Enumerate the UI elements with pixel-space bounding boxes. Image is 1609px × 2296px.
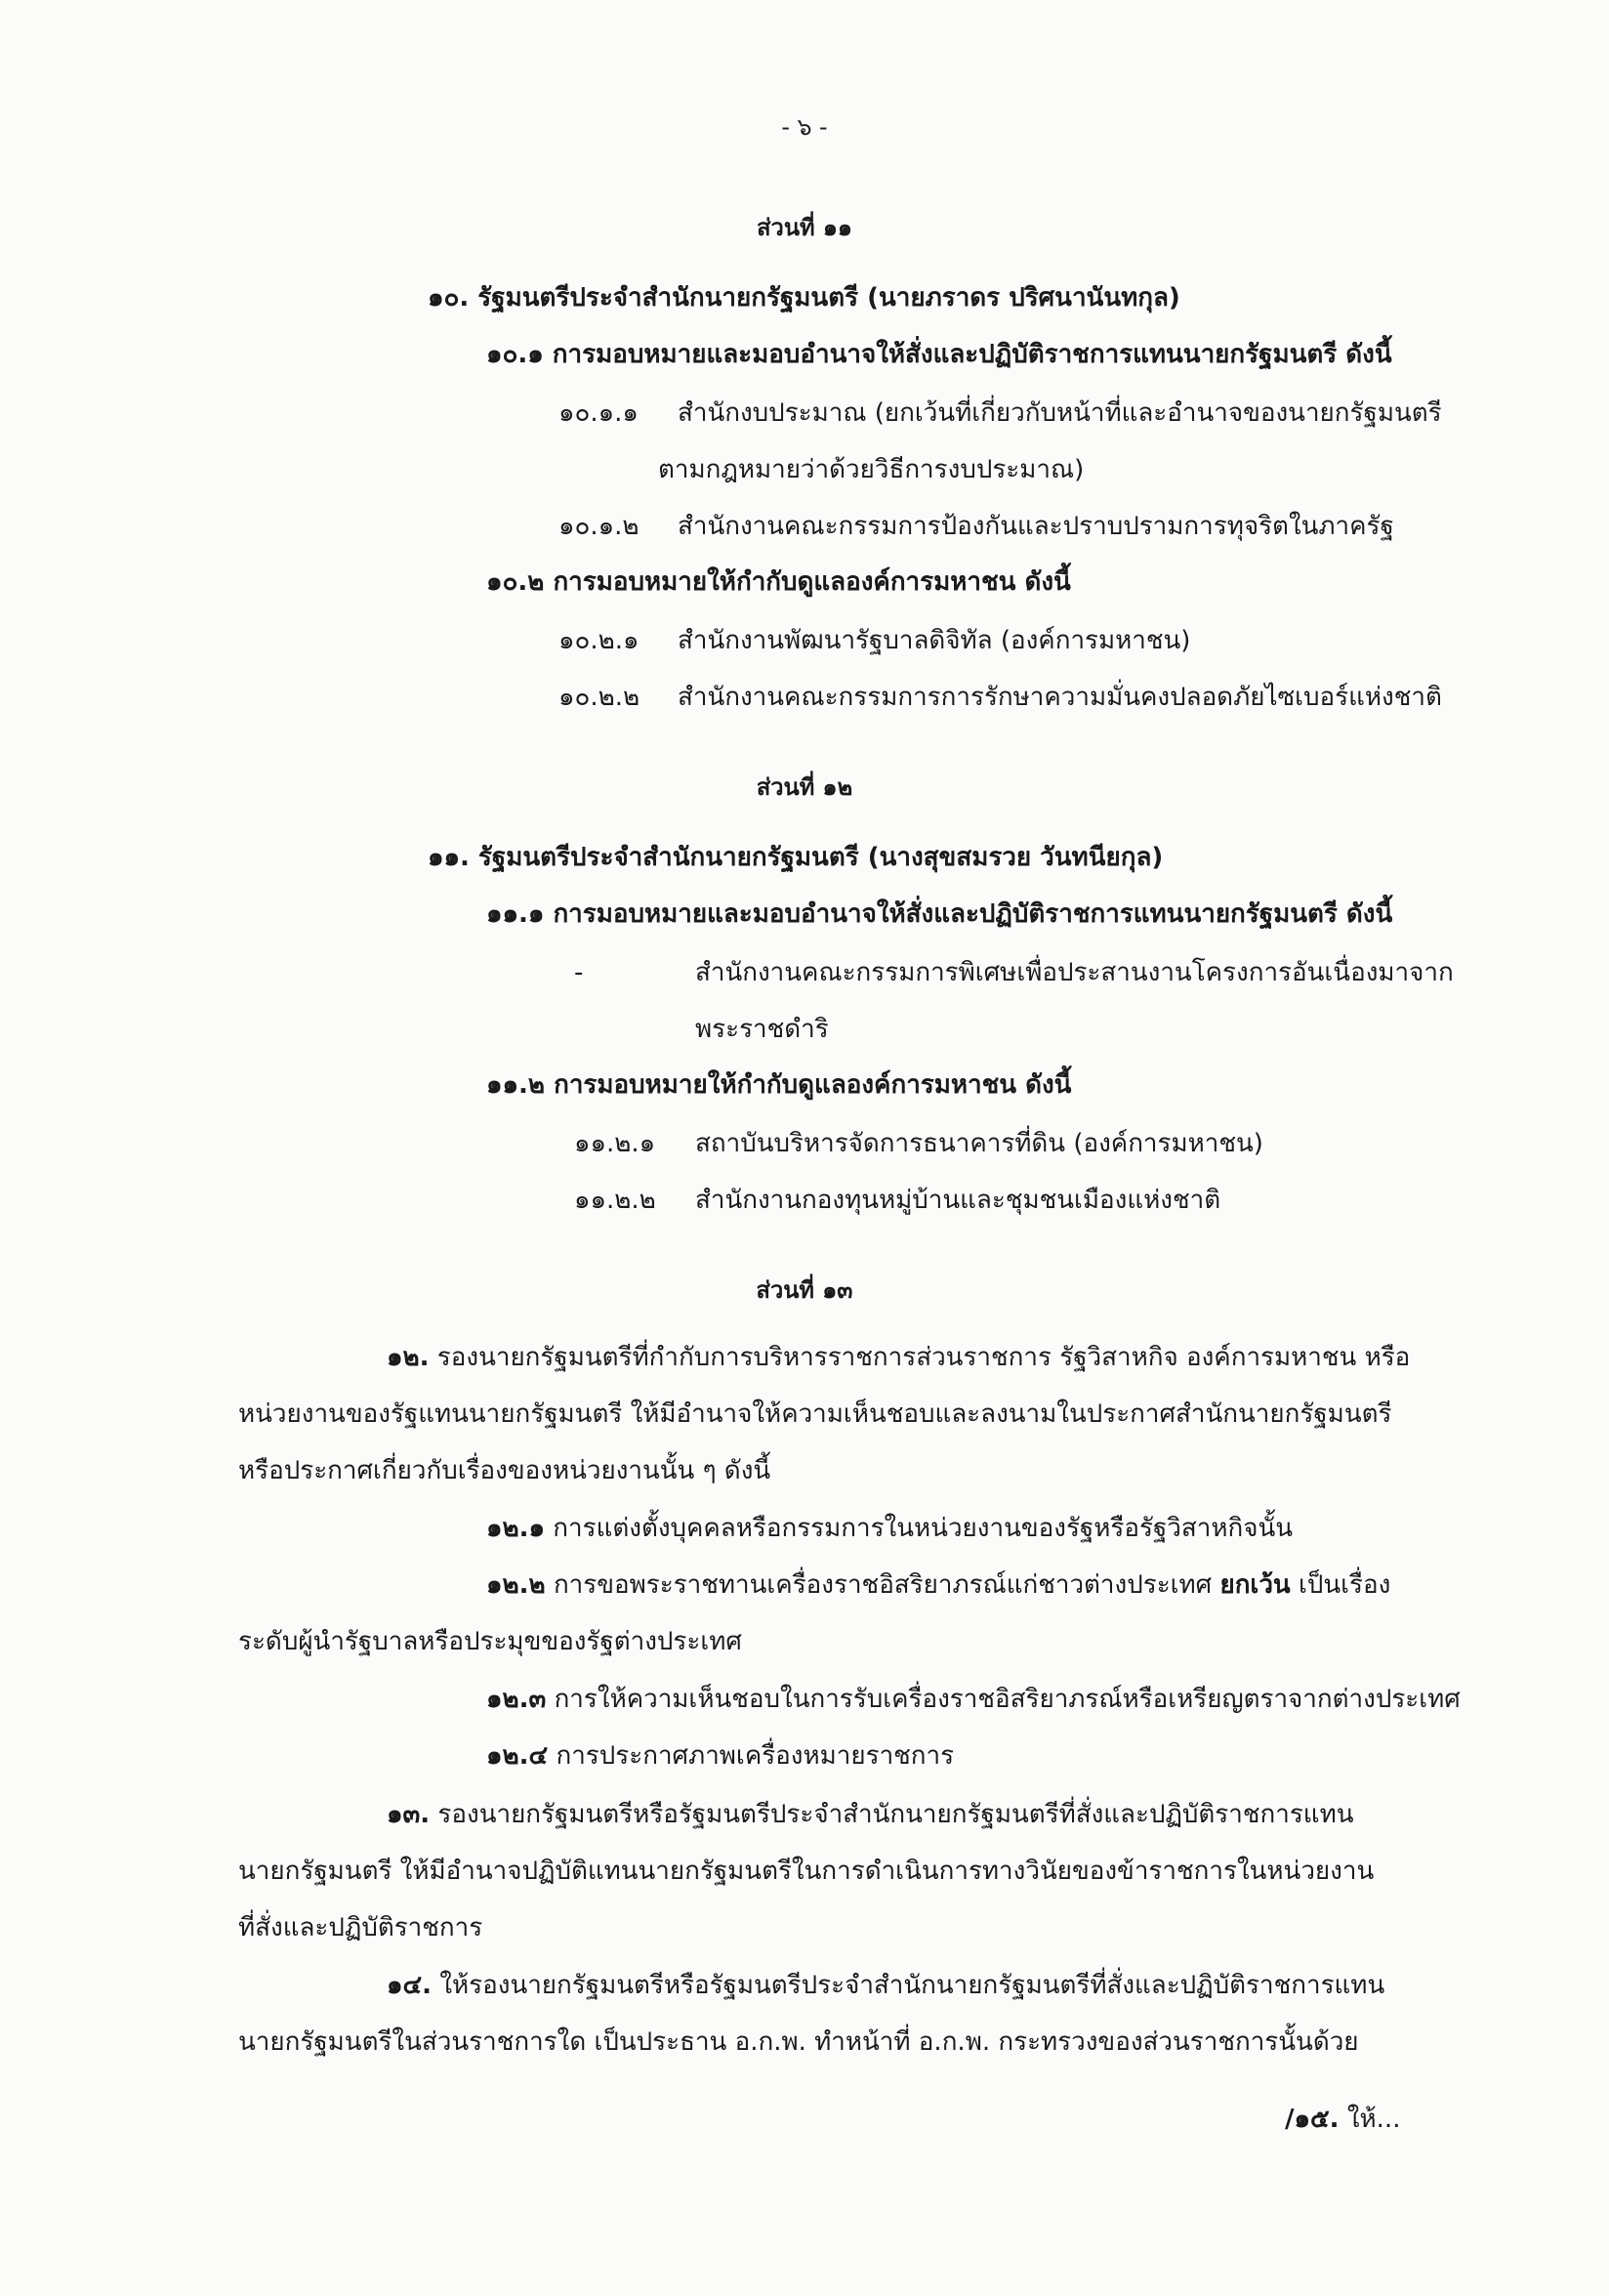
sub-item-number: ๑๒.๒ bbox=[486, 1570, 546, 1600]
paragraph-13-line-3: ที่สั่งและปฏิบัติราชการ bbox=[238, 1913, 483, 1942]
sub-item-text: การแต่งตั้งบุคคลหรือกรรมการในหน่วยงานของรัฐหรือรัฐวิสาหกิจนั้น bbox=[553, 1514, 1294, 1543]
sub-item-emphasis: ยกเว้น bbox=[1219, 1570, 1291, 1600]
paragraph-14-line-1 bbox=[387, 1966, 1384, 2005]
section-11-2-title: ๑๐.๒ การมอบหมายให้กำกับดูแลองค์การมหาชน ดังนี้ bbox=[486, 567, 1071, 597]
item-number: ๑๐.๒.๑ bbox=[558, 626, 639, 655]
item-text: สำนักงานคณะกรรมการป้องกันและปราบปรามการทุจริตในภาครัฐ bbox=[678, 512, 1394, 541]
item-number: ๑๐.๑.๑ bbox=[558, 398, 639, 428]
item-number: ๑๐.๒.๒ bbox=[558, 683, 640, 712]
sub-item-text-end: เป็นเรื่อง bbox=[1298, 1570, 1391, 1600]
item-text: สำนักงานคณะกรรมการการรักษาความมั่นคงปลอดภัยไซเบอร์แห่งชาติ bbox=[678, 683, 1442, 712]
paragraph-text: รองนายกรัฐมนตรีที่กำกับการบริหารราชการส่วนราชการ รัฐวิสาหกิจ องค์การมหาชน หรือ bbox=[436, 1343, 1411, 1372]
sub-item-number: ๑๒.๓ bbox=[486, 1685, 547, 1714]
section-11-title: ๑๐. รัฐมนตรีประจำสำนักนายกรัฐมนตรี (นายภราดร ปริศนานันทกุล) bbox=[428, 283, 1180, 313]
sub-item-number: ๑๒.๔ bbox=[486, 1741, 549, 1771]
item-text: สำนักงานพัฒนารัฐบาลดิจิทัล (องค์การมหาชน) bbox=[678, 626, 1191, 655]
sub-item-12-3 bbox=[486, 1680, 1461, 1719]
continuation-marker bbox=[1285, 2100, 1400, 2139]
sub-item-text: การขอพระราชทานเครื่องราชอิสริยาภรณ์แก่ชาวต่างประเทศ bbox=[553, 1570, 1213, 1600]
sub-item-text: การให้ความเห็นชอบในการรับเครื่องราชอิสริยาภรณ์หรือเหรียญตราจากต่างประเทศ bbox=[554, 1685, 1461, 1714]
section-12-heading: ส่วนที่ ๑๒ bbox=[756, 773, 853, 801]
paragraph-number: ๑๔. bbox=[387, 1971, 433, 2000]
item-text-continuation: พระราชดำริ bbox=[695, 1015, 829, 1044]
page-number: - ๖ - bbox=[781, 113, 828, 141]
continuation-text: ให้... bbox=[1346, 2105, 1401, 2134]
item-dash: - bbox=[574, 958, 584, 987]
continuation-number: /๑๕. bbox=[1285, 2105, 1340, 2134]
item-text: สถาบันบริหารจัดการธนาคารที่ดิน (องค์การมหาชน) bbox=[695, 1129, 1263, 1158]
sub-item-12-4 bbox=[486, 1736, 954, 1775]
sub-item-12-2 bbox=[486, 1565, 1390, 1605]
section-13-heading: ส่วนที่ ๑๓ bbox=[756, 1276, 853, 1304]
paragraph-13-line-2: นายกรัฐมนตรี ให้มีอำนาจปฏิบัติแทนนายกรัฐมนตรีในการดำเนินการทางวินัยของข้าราชการในหน่วยงาน bbox=[238, 1857, 1375, 1886]
paragraph-number: ๑๓. bbox=[387, 1800, 431, 1829]
item-number: ๑๑.๒.๑ bbox=[574, 1129, 656, 1158]
item-number: ๑๐.๑.๒ bbox=[558, 512, 639, 541]
paragraph-13-line-1 bbox=[387, 1795, 1353, 1834]
sub-item-number: ๑๒.๑ bbox=[486, 1514, 546, 1543]
sub-item-12-2-continuation: ระดับผู้นำรัฐบาลหรือประมุขของรัฐต่างประเทศ bbox=[238, 1627, 742, 1656]
paragraph-12-line-2: หน่วยงานของรัฐแทนนายกรัฐมนตรี ให้มีอำนาจให้ความเห็นชอบและลงนามในประกาศสำนักนายกรัฐมนตรี bbox=[238, 1399, 1392, 1429]
item-text: สำนักงานกองทุนหมู่บ้านและชุมชนเมืองแห่งชาติ bbox=[695, 1186, 1221, 1215]
paragraph-12-line-1 bbox=[387, 1338, 1410, 1377]
paragraph-12-line-3: หรือประกาศเกี่ยวกับเรื่องของหน่วยงานนั้น ๆ ดังนี้ bbox=[238, 1456, 771, 1485]
paragraph-14-line-2: นายกรัฐมนตรีในส่วนราชการใด เป็นประธาน อ.ก.พ. ทำหน้าที่ อ.ก.พ. กระทรวงของส่วนราชการนั้นด้วย bbox=[238, 2027, 1359, 2057]
paragraph-number: ๑๒. bbox=[387, 1343, 430, 1372]
section-11-heading: ส่วนที่ ๑๑ bbox=[757, 214, 852, 241]
paragraph-text: รองนายกรัฐมนตรีหรือรัฐมนตรีประจำสำนักนายกรัฐมนตรีที่สั่งและปฏิบัติราชการแทน bbox=[437, 1800, 1354, 1829]
paragraph-text: ให้รองนายกรัฐมนตรีหรือรัฐมนตรีประจำสำนักนายกรัฐมนตรีที่สั่งและปฏิบัติราชการแทน bbox=[439, 1971, 1385, 2000]
item-text: สำนักงานคณะกรรมการพิเศษเพื่อประสานงานโครงการอันเนื่องมาจาก bbox=[695, 958, 1454, 987]
section-12-2-title: ๑๑.๒ การมอบหมายให้กำกับดูแลองค์การมหาชน ดังนี้ bbox=[486, 1070, 1072, 1100]
sub-item-text: การประกาศภาพเครื่องหมายราชการ bbox=[556, 1741, 955, 1771]
section-11-1-title: ๑๐.๑ การมอบหมายและมอบอำนาจให้สั่งและปฏิบัติราชการแทนนายกรัฐมนตรี ดังนี้ bbox=[486, 340, 1392, 369]
section-12-1-title: ๑๑.๑ การมอบหมายและมอบอำนาจให้สั่งและปฏิบัติราชการแทนนายกรัฐมนตรี ดังนี้ bbox=[486, 899, 1393, 929]
item-text: สำนักงบประมาณ (ยกเว้นที่เกี่ยวกับหน้าที่และอำนาจของนายกรัฐมนตรี bbox=[678, 398, 1442, 428]
item-text-continuation: ตามกฎหมายว่าด้วยวิธีการงบประมาณ) bbox=[658, 455, 1085, 484]
section-12-title: ๑๑. รัฐมนตรีประจำสำนักนายกรัฐมนตรี (นางสุขสมรวย วันทนียกุล) bbox=[428, 843, 1164, 872]
item-number: ๑๑.๒.๒ bbox=[574, 1186, 656, 1215]
sub-item-12-1 bbox=[486, 1509, 1293, 1548]
